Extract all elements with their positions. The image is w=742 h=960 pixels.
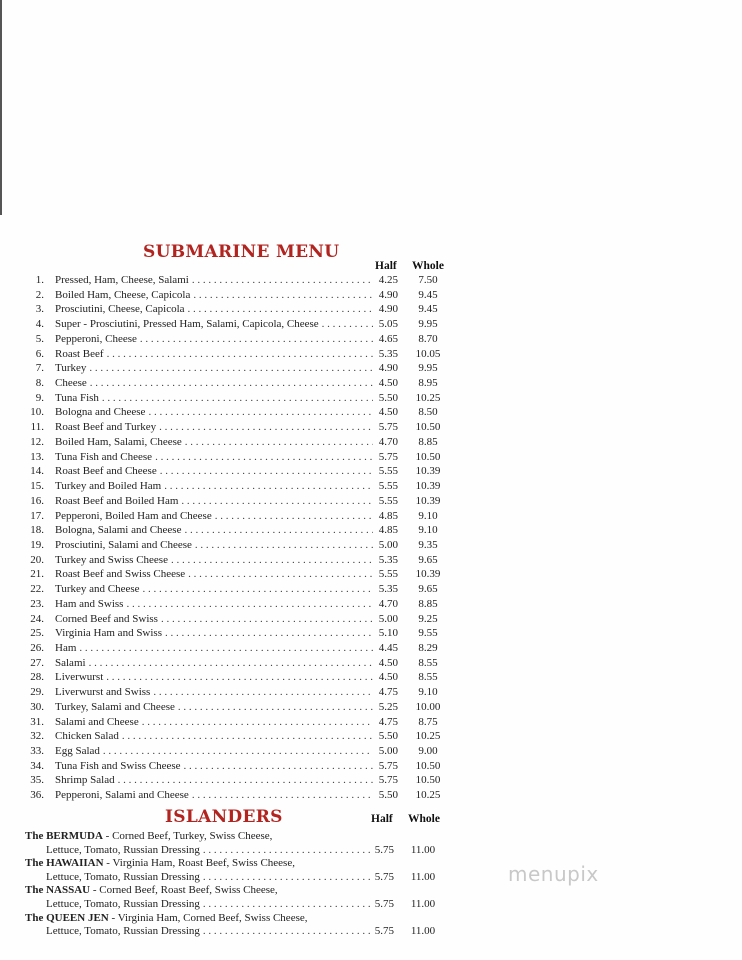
half-price: 5.35	[378, 347, 398, 360]
islander-desc: - Corned Beef, Roast Beef, Swiss Cheese,	[90, 884, 278, 897]
item-number: 34.	[30, 759, 44, 772]
item-name-leader	[55, 302, 373, 316]
dot-leader	[160, 464, 373, 478]
islander-line2: Lettuce, Tomato, Russian Dressing	[46, 925, 200, 938]
item-name: Prosciutini, Salami and Cheese	[55, 538, 192, 551]
half-price: 5.35	[378, 553, 398, 566]
menu-item-row	[0, 729, 742, 743]
whole-price: 10.39	[415, 568, 441, 581]
half-price: 5.00	[378, 612, 398, 625]
item-number: 13.	[30, 450, 44, 463]
half-price: 5.50	[378, 391, 398, 404]
whole-price: 9.95	[418, 318, 438, 331]
item-name: Turkey and Swiss Cheese	[55, 553, 168, 566]
whole-price: 11.00	[410, 898, 436, 910]
whole-price: 7.50	[418, 274, 438, 286]
whole-price: 10.50	[415, 774, 441, 787]
item-name-leader	[55, 523, 373, 537]
dot-leader	[103, 744, 373, 758]
item-number: 33.	[30, 745, 44, 758]
dot-leader	[165, 626, 373, 640]
item-name-leader	[55, 479, 373, 493]
item-number: 27.	[30, 656, 44, 669]
dot-leader	[159, 420, 373, 434]
item-name: Chicken Salad	[55, 730, 119, 743]
half-price: 5.55	[378, 480, 398, 493]
menu-item-row	[0, 391, 742, 405]
dot-leader	[140, 332, 373, 346]
islander-name: The NASSAU	[25, 884, 91, 897]
item-name: Bologna and Cheese	[55, 406, 146, 419]
whole-price: 8.55	[418, 671, 438, 684]
menu-item-row	[0, 685, 742, 699]
item-name: Ham	[55, 642, 77, 654]
dot-leader	[171, 553, 373, 567]
half-price: 5.75	[378, 421, 398, 434]
scan-edge	[0, 0, 2, 215]
whole-price: 10.39	[415, 480, 441, 493]
dot-leader	[203, 870, 370, 884]
dot-leader	[181, 494, 373, 508]
islander-desc: - Corned Beef, Turkey, Swiss Cheese,	[102, 830, 273, 842]
dot-leader	[143, 582, 373, 596]
whole-price: 10.25	[415, 789, 441, 802]
item-name-leader	[55, 641, 373, 655]
whole-price: 10.25	[415, 391, 441, 404]
menu-item-row	[0, 538, 742, 552]
menu-item-row	[0, 553, 742, 567]
whole-price: 8.70	[418, 332, 438, 345]
item-number: 4.	[35, 318, 44, 331]
item-name: Corned Beef and Swiss	[55, 612, 158, 625]
islander-price-row	[0, 897, 742, 911]
item-number: 21.	[30, 568, 44, 581]
item-name-leader	[55, 332, 373, 346]
half-price: 5.55	[378, 465, 398, 478]
item-number: 6.	[35, 347, 44, 360]
islander-name-row	[25, 911, 308, 925]
whole-price: 8.95	[418, 377, 438, 390]
islanders-half-header: Half	[371, 813, 393, 825]
islanders-title: ISLANDERS	[165, 807, 283, 827]
item-number: 1.	[35, 274, 44, 286]
dot-leader	[215, 509, 373, 523]
dot-leader	[203, 897, 370, 911]
item-name: Egg Salad	[55, 745, 100, 758]
item-name: Shrimp Salad	[55, 774, 115, 787]
menu-item-row	[0, 376, 742, 390]
whole-price: 9.65	[418, 583, 438, 596]
whole-price: 9.10	[418, 686, 438, 699]
menu-item-row	[0, 582, 742, 596]
dot-leader	[178, 700, 373, 714]
menu-item-row	[0, 597, 742, 611]
item-number: 19.	[30, 538, 44, 551]
half-price: 4.45	[378, 642, 398, 654]
islander-line2: Lettuce, Tomato, Russian Dressing	[46, 843, 200, 856]
half-price: 4.70	[378, 435, 398, 448]
item-name-leader	[55, 656, 373, 670]
submarine-half-header: Half	[375, 260, 397, 272]
menu-item-row	[0, 744, 742, 758]
item-name: Roast Beef	[55, 347, 104, 360]
dot-leader	[193, 288, 373, 302]
item-name-leader	[55, 509, 373, 523]
item-name-leader	[46, 843, 370, 857]
item-name-leader	[46, 897, 370, 911]
submarine-whole-header: Whole	[412, 260, 444, 272]
dot-leader	[164, 479, 373, 493]
half-price: 5.10	[378, 627, 398, 640]
item-name: Turkey and Boiled Ham	[55, 480, 162, 493]
whole-price: 10.39	[415, 494, 441, 507]
menu-item-row	[0, 494, 742, 508]
dot-leader	[90, 376, 373, 390]
whole-price: 10.25	[415, 730, 441, 743]
half-price: 5.00	[378, 745, 398, 758]
half-price: 5.75	[374, 843, 394, 856]
item-number: 36.	[30, 789, 44, 802]
whole-price: 8.55	[418, 656, 438, 669]
item-name: Pepperoni, Cheese	[55, 332, 137, 345]
menu-item-row	[0, 273, 742, 287]
item-number: 3.	[35, 303, 44, 316]
item-number: 9.	[35, 391, 44, 404]
whole-price: 8.85	[418, 597, 438, 610]
half-price: 4.50	[378, 377, 398, 390]
half-price: 4.75	[378, 715, 398, 728]
item-number: 8.	[35, 377, 44, 390]
item-name-leader	[55, 744, 373, 758]
item-number: 35.	[30, 774, 44, 787]
half-price: 5.75	[374, 870, 394, 883]
islander-name: The HAWAIIAN	[25, 857, 104, 870]
item-name: Roast Beef and Boiled Ham	[55, 494, 179, 507]
item-name-leader	[55, 612, 373, 626]
menu-item-row	[0, 612, 742, 626]
half-price: 4.90	[378, 303, 398, 316]
item-name-leader	[55, 273, 373, 287]
half-price: 5.05	[378, 318, 398, 331]
menu-item-row	[0, 773, 742, 787]
dot-leader	[195, 538, 373, 552]
item-name: Boiled Ham, Cheese, Capicola	[55, 288, 191, 301]
menu-item-row	[0, 420, 742, 434]
half-price: 5.75	[378, 774, 398, 787]
item-number: 2.	[35, 288, 44, 301]
item-number: 23.	[30, 597, 44, 610]
dot-leader	[89, 361, 373, 375]
whole-price: 10.39	[415, 465, 441, 478]
item-name: Ham and Swiss	[55, 597, 124, 610]
half-price: 5.75	[374, 898, 394, 910]
item-name-leader	[55, 685, 373, 699]
item-name: Turkey and Cheese	[55, 583, 140, 596]
menu-item-row	[0, 523, 742, 537]
whole-price: 11.00	[410, 843, 436, 856]
item-name: Tuna Fish and Swiss Cheese	[55, 759, 181, 772]
submarine-menu-title: SUBMARINE MENU	[143, 242, 340, 262]
dot-leader	[142, 715, 373, 729]
item-name-leader	[46, 870, 370, 884]
dot-leader	[192, 788, 373, 802]
whole-price: 11.00	[410, 870, 436, 883]
menu-item-row	[0, 567, 742, 581]
item-number: 17.	[30, 509, 44, 522]
item-number: 29.	[30, 686, 44, 699]
dot-leader	[184, 523, 373, 537]
dot-leader	[192, 273, 373, 287]
item-name-leader	[55, 317, 373, 331]
whole-price: 9.65	[418, 553, 438, 566]
item-name: Bologna, Salami and Cheese	[55, 524, 182, 537]
islanders-whole-header: Whole	[408, 813, 440, 825]
item-name: Pressed, Ham, Cheese, Salami	[55, 274, 189, 286]
item-name-leader	[55, 538, 373, 552]
item-name-leader	[55, 361, 373, 375]
half-price: 5.25	[378, 700, 398, 713]
half-price: 4.90	[378, 362, 398, 375]
menu-item-row	[0, 509, 742, 523]
menu-item-row	[0, 700, 742, 714]
dot-leader	[102, 391, 373, 405]
item-name-leader	[55, 435, 373, 449]
dot-leader	[89, 656, 373, 670]
item-number: 26.	[30, 642, 44, 654]
item-number: 18.	[30, 524, 44, 537]
dot-leader	[106, 670, 373, 684]
item-name: Liverwurst and Swiss	[55, 686, 151, 699]
item-name-leader	[55, 494, 373, 508]
islander-name-row	[25, 856, 295, 870]
islander-desc: - Virginia Ham, Roast Beef, Swiss Cheese,	[103, 857, 295, 870]
item-number: 22.	[30, 583, 44, 596]
whole-price: 9.45	[418, 288, 438, 301]
item-name-leader	[55, 464, 373, 478]
half-price: 5.55	[378, 494, 398, 507]
islander-line2: Lettuce, Tomato, Russian Dressing	[46, 898, 200, 910]
item-number: 24.	[30, 612, 44, 625]
islander-name-row	[25, 829, 272, 843]
item-number: 12.	[30, 435, 44, 448]
dot-leader	[118, 773, 373, 787]
menu-item-row	[0, 347, 742, 361]
whole-price: 9.45	[418, 303, 438, 316]
item-name: Turkey	[55, 362, 87, 375]
menu-item-row	[0, 332, 742, 346]
whole-price: 9.55	[418, 627, 438, 640]
half-price: 4.50	[378, 656, 398, 669]
half-price: 5.50	[378, 789, 398, 802]
item-name: Super - Prosciutini, Pressed Ham, Salami, Capicola, Cheese	[55, 318, 319, 331]
islander-name: The QUEEN JEN	[25, 911, 109, 924]
whole-price: 9.35	[418, 538, 438, 551]
item-number: 28.	[30, 671, 44, 684]
item-number: 25.	[30, 627, 44, 640]
item-number: 14.	[30, 465, 44, 478]
item-name: Prosciutini, Cheese, Capicola	[55, 303, 185, 316]
item-number: 31.	[30, 715, 44, 728]
half-price: 4.90	[378, 288, 398, 301]
dot-leader	[107, 347, 373, 361]
whole-price: 8.75	[418, 715, 438, 728]
item-name-leader	[55, 700, 373, 714]
islander-name-row	[25, 883, 278, 897]
whole-price: 8.50	[418, 406, 438, 419]
item-name-leader	[55, 376, 373, 390]
whole-price: 9.10	[418, 509, 438, 522]
dot-leader	[203, 843, 370, 857]
item-name-leader	[55, 567, 373, 581]
item-name: Liverwurst	[55, 671, 104, 684]
item-name: Boiled Ham, Salami, Cheese	[55, 435, 182, 448]
half-price: 4.85	[378, 524, 398, 537]
item-name-leader	[55, 715, 373, 729]
menu-item-row	[0, 670, 742, 684]
item-name: Virginia Ham and Swiss	[55, 627, 162, 640]
islander-price-row	[0, 870, 742, 884]
item-name-leader	[55, 670, 373, 684]
item-name: Turkey, Salami and Cheese	[55, 700, 175, 713]
half-price: 5.75	[378, 759, 398, 772]
half-price: 5.00	[378, 538, 398, 551]
item-name-leader	[55, 347, 373, 361]
half-price: 4.25	[378, 274, 398, 286]
item-name-leader	[55, 553, 373, 567]
dot-leader	[122, 729, 373, 743]
half-price: 4.65	[378, 332, 398, 345]
islander-desc: - Virginia Ham, Corned Beef, Swiss Cheese,	[108, 911, 308, 924]
item-name-leader	[55, 788, 373, 802]
whole-price: 8.85	[418, 435, 438, 448]
dot-leader	[153, 685, 373, 699]
dot-leader	[161, 612, 373, 626]
dot-leader	[79, 641, 373, 655]
whole-price: 10.50	[415, 450, 441, 463]
menu-item-row	[0, 626, 742, 640]
menu-item-row	[0, 288, 742, 302]
item-name: Pepperoni, Boiled Ham and Cheese	[55, 509, 212, 522]
menu-item-row	[0, 435, 742, 449]
menu-item-row	[0, 759, 742, 773]
menu-item-row	[0, 656, 742, 670]
item-number: 30.	[30, 700, 44, 713]
whole-price: 11.00	[410, 925, 436, 938]
item-name: Tuna Fish and Cheese	[55, 450, 153, 463]
item-name-leader	[55, 626, 373, 640]
item-name: Roast Beef and Turkey	[55, 421, 157, 434]
item-number: 32.	[30, 730, 44, 743]
item-name-leader	[55, 450, 373, 464]
menu-item-row	[0, 361, 742, 375]
dot-leader	[126, 597, 373, 611]
half-price: 5.55	[378, 568, 398, 581]
whole-price: 10.50	[415, 421, 441, 434]
item-name-leader	[55, 582, 373, 596]
menu-item-row	[0, 464, 742, 478]
item-name-leader	[55, 420, 373, 434]
item-name: Tuna Fish	[55, 391, 99, 404]
whole-price: 10.05	[415, 347, 441, 360]
half-price: 5.50	[378, 730, 398, 743]
menu-item-row	[0, 405, 742, 419]
item-name: Cheese	[55, 377, 87, 390]
islander-price-row	[0, 843, 742, 857]
item-name: Salami and Cheese	[55, 715, 139, 728]
whole-price: 9.10	[418, 524, 438, 537]
whole-price: 9.25	[418, 612, 438, 625]
item-name-leader	[55, 773, 373, 787]
item-number: 11.	[30, 421, 44, 434]
islander-price-row	[0, 924, 742, 938]
item-number: 7.	[35, 362, 44, 375]
whole-price: 8.29	[418, 642, 438, 654]
menu-item-row	[0, 302, 742, 316]
half-price: 4.70	[378, 597, 398, 610]
half-price: 5.35	[378, 583, 398, 596]
dot-leader	[322, 317, 373, 331]
item-name: Roast Beef and Swiss Cheese	[55, 568, 186, 581]
item-number: 5.	[35, 332, 44, 345]
menu-item-row	[0, 450, 742, 464]
whole-price: 9.95	[418, 362, 438, 375]
item-name-leader	[55, 391, 373, 405]
menu-item-row	[0, 479, 742, 493]
item-name-leader	[55, 405, 373, 419]
half-price: 5.75	[378, 450, 398, 463]
item-name-leader	[55, 597, 373, 611]
half-price: 4.50	[378, 406, 398, 419]
item-name-leader	[46, 924, 370, 938]
watermark: menupix	[508, 862, 599, 886]
item-number: 15.	[30, 480, 44, 493]
half-price: 4.75	[378, 686, 398, 699]
item-number: 10.	[30, 406, 44, 419]
item-number: 20.	[30, 553, 44, 566]
item-number: 16.	[30, 494, 44, 507]
menu-item-row	[0, 641, 742, 655]
half-price: 4.50	[378, 671, 398, 684]
item-name-leader	[55, 729, 373, 743]
dot-leader	[148, 405, 373, 419]
whole-price: 10.50	[415, 759, 441, 772]
menu-item-row	[0, 788, 742, 802]
dot-leader	[203, 924, 370, 938]
item-name-leader	[55, 759, 373, 773]
item-name: Salami	[55, 656, 86, 669]
islander-line2: Lettuce, Tomato, Russian Dressing	[46, 870, 200, 883]
dot-leader	[185, 435, 373, 449]
menu-item-row	[0, 715, 742, 729]
half-price: 4.85	[378, 509, 398, 522]
item-name-leader	[55, 288, 373, 302]
islander-name: The BERMUDA	[25, 830, 103, 842]
dot-leader	[188, 302, 373, 316]
half-price: 5.75	[374, 925, 394, 938]
dot-leader	[184, 759, 374, 773]
whole-price: 10.00	[415, 700, 441, 713]
menu-item-row	[0, 317, 742, 331]
item-name: Pepperoni, Salami and Cheese	[55, 789, 189, 802]
dot-leader	[155, 450, 373, 464]
whole-price: 9.00	[418, 745, 438, 758]
item-name: Roast Beef and Cheese	[55, 465, 157, 478]
dot-leader	[188, 567, 373, 581]
